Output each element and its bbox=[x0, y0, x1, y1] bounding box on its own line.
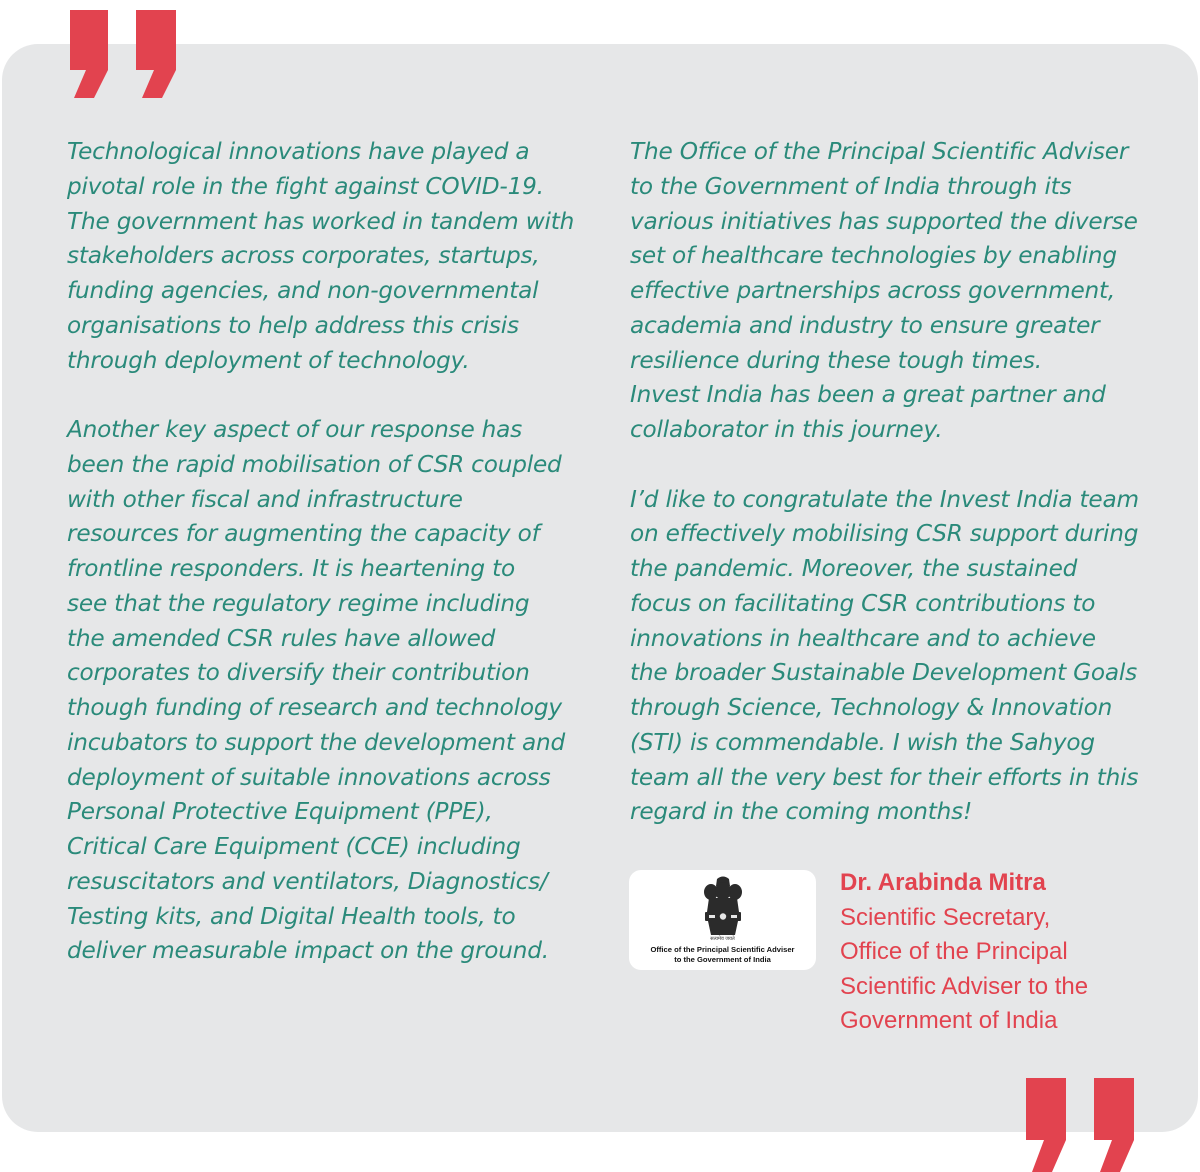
psa-logo bbox=[629, 870, 816, 970]
close-quote-icon bbox=[1020, 1078, 1138, 1172]
emblem-motto: सत्यमेव जयते bbox=[710, 936, 735, 942]
signatory-title-line: Government of India bbox=[840, 1007, 1058, 1034]
left-column bbox=[67, 135, 577, 969]
open-quote-icon bbox=[64, 10, 182, 98]
signature-block bbox=[840, 866, 1170, 1039]
signatory-name: Dr. Arabinda Mitra bbox=[840, 869, 1046, 896]
logo-text-line-1: Office of the Principal Scientific Adviser bbox=[650, 945, 795, 954]
left-paragraph-2: Another key aspect of our response has been the rapid mobilisation of CSR coupled with other fiscal and infrastructure resources for augmenting the capacity of frontline responders. It is heartening to see that the regulatory regime including the amended CSR rules have allowed corporates to diversify their contribution though funding of research and technology incubators to support the development and deployment of suitable innovations across Personal Protective Equipment (PPE), Critical Care Equipment (CCE) including resuscitators and ventilators, Diagnostics/ Testing kits, and Digital Health tools, to deliver measurable impact on the ground. bbox=[67, 416, 565, 965]
signatory-title-line: Office of the Principal bbox=[840, 938, 1068, 965]
right-paragraph-2: I’d like to congratulate the Invest India team on effectively mobilising CSR support during the pandemic. Moreover, the sustained focus on facilitating CSR contributions to innovations in healthcare and to achieve the broader Sustainable Development Goals through Science, Technology & Innovation (STI) is commendable. I wish the Sahyog team all the very best for their efforts in this regard in the coming months! bbox=[630, 485, 1139, 826]
right-column bbox=[630, 135, 1140, 830]
signatory-title-line: Scientific Adviser to the bbox=[840, 972, 1089, 1000]
left-paragraph-1: Technological innovations have played a pivotal role in the fight against COVID-19. The government has worked in tandem with stakeholders across corporates, startups, funding agencies, and non-governmental organisations to help address this crisis through deployment of technology. bbox=[67, 138, 575, 374]
right-paragraph-1: The Office of the Principal Scientific Adviser to the Government of India through its various initiatives has supported the diverse set of healthcare technologies by enabling effective partnerships across government, academia and industry to ensure greater resilience during these tough times. Invest India has been a great partner and collaborator in this journey. bbox=[630, 138, 1138, 443]
signatory-title-line: Scientific Secretary, bbox=[840, 903, 1051, 931]
logo-text-line-2: to the Government of India bbox=[674, 955, 771, 964]
national-emblem-icon bbox=[700, 876, 746, 938]
